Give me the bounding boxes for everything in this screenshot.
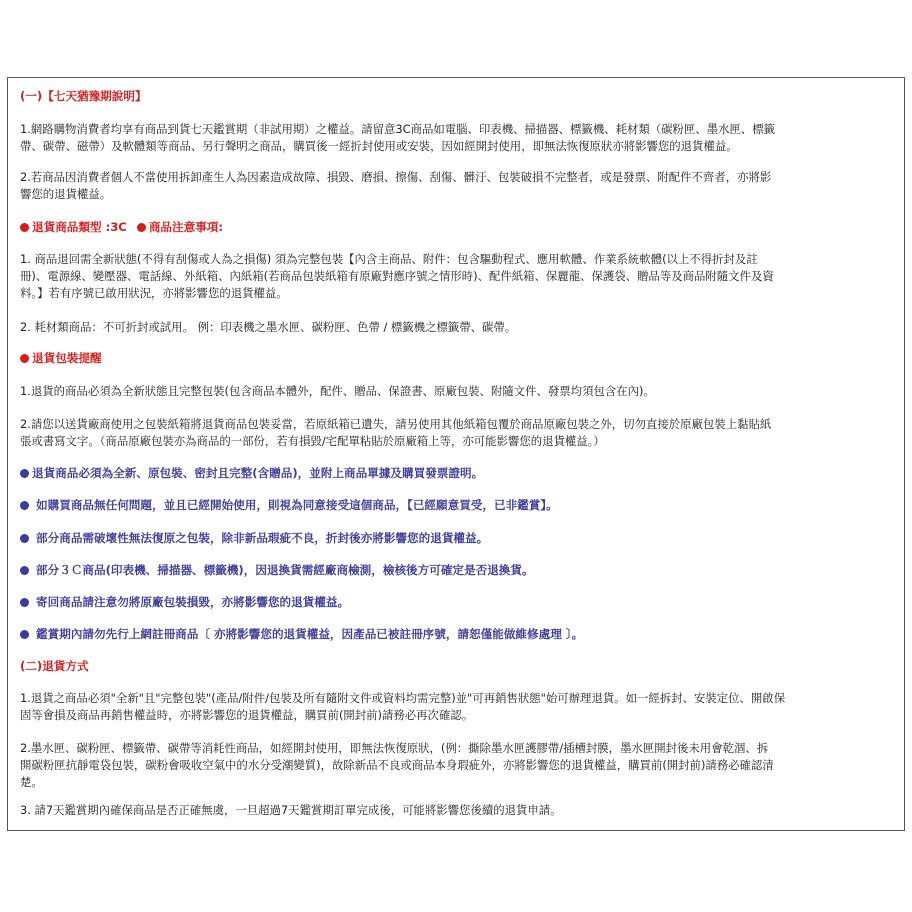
notes-label: 商品注意事項: [148,220,224,234]
return-policy-box [7,77,905,831]
bullet-dot-icon [20,354,29,363]
packaging-p2-line1: 2.請您以送貨廠商使用之包裝紙箱將退貨商品包裝妥當，若原紙箱已遺失，請另使用其他紙箱包覆於商品原廠包裝之外，切勿直接於原廠包裝上黏貼紙 [20,417,772,431]
bullet-5-text: 寄回商品請注意勿將原廠包裝損毀，亦將影響您的退貨權益。 [32,595,350,609]
bullet-dot-icon [20,469,29,478]
bullet-4-text: 部分３Ｃ商品(印表機、掃描器、標籤機)，因退換貨需經廠商檢測，檢核後方可確定是否退換貨。 [32,563,534,577]
bullet-dot-icon [20,598,29,607]
bullet-1 [20,465,894,481]
bullet-6 [20,626,894,642]
category-label: 退貨商品類型 :3C [32,220,127,234]
section2-p1-line2: 固等會損及商品再銷售權益時，亦將影響您的退貨權益，購買前(開封前)請務必再次確認。 [20,708,474,722]
section1-p2-line2: 響您的退貨權益。 [20,187,112,201]
section2-p3: 3. 請7天鑑賞期內確保商品是否正確無虞，一旦超過7天鑑賞期訂單完成後，可能將影響您後續的退貨申請。 [20,803,562,817]
bullet-6-text: 鑑賞期內請勿先行上網註冊商品〔 亦將影響您的退貨權益，因產品已被註冊序號，請恕僅能做維修處理 〕。 [32,627,584,641]
section2-p2-line2: 開碳粉匣抗靜電袋包裝，碳粉會吸收空氣中的水分受潮變質)，故除新品不良或商品本身瑕疵外，亦將影響您的退貨權益，購買前(開封前)請務必確認清 [20,758,774,772]
category-row [20,219,894,235]
section2-p2-line3: 楚。 [20,775,43,789]
packaging-heading: 退貨包裝提醒 [32,351,102,365]
bullet-3 [20,530,894,546]
bullet-dot-icon [20,566,29,575]
section1-p2-line1: 2.若商品因消費者個人不當使用拆卸產生人為因素造成故障、損毀、磨損、擦傷、刮傷、髒汙、包裝破損不完整者，或是發票、附配件不齊者，亦將影 [20,170,772,184]
bullet-5 [20,594,894,610]
bullet-dot-icon [20,630,29,639]
note1-line2: 冊)、電源線、變壓器、電話線、外紙箱、內紙箱(若商品包裝紙箱有原廠對應序號之情形時)、配件紙箱、保麗龍、保護袋、贈品等及商品附隨文件及資 [20,269,774,283]
section1-p1-line1: 1.網路購物消費者均享有商品到貨七天鑑賞期（非試用期）之權益。請留意3C商品如電腦、印表機、掃描器、標籤機、耗材類（碳粉匣、墨水匣、標籤 [20,122,776,136]
bullet-2-text: 如購買商品無任何問題，並且已經開始使用，則視為同意接受這個商品，【已經願意買受，已非鑑賞】。 [32,498,558,512]
bullet-1-text: 退貨商品必須為全新、原包裝、密封且完整(含贈品)，並附上商品單據及購買發票證明。 [32,466,484,480]
note1-line3: 料。】若有序號已啟用狀況，亦將影響您的退貨權益。 [20,286,288,300]
note1-line1: 1. 商品退回需全新狀態(不得有刮傷或人為之損傷) 須為完整包裝【內含主商品、附件：包含驅動程式、應用軟體、作業系統軟體(以上不得折封及註 [20,252,758,266]
section2-heading: (二)退貨方式 [20,659,89,673]
note2: 2. 耗材類商品：不可折封或試用。 例：印表機之墨水匣、碳粉匣、色帶 / 標籤機之標籤帶、碳帶。 [20,320,517,334]
section2-p2-line1: 2.墨水匣、碳粉匣、標籤帶、碳帶等消耗性商品，如經開封使用，即無法恢復原狀，(例：撕除墨水匣護膠帶/插槽封膜，墨水匣開封後未用會乾涸、拆 [20,741,769,755]
section1-p1-line2: 帶、碳帶、磁帶）及軟體類等商品、另行聲明之商品，購買後一經折封使用或安裝，因如經開封使用，即無法恢復原狀亦將影響您的退貨權益。 [20,139,738,153]
packaging-p2-line2: 張或書寫文字。（商品原廠包裝亦為商品的一部份，若有損毀/宅配單粘貼於原廠箱上等，亦可能影響您的退貨權益。） [20,434,605,448]
bullet-dot-icon [20,534,29,543]
section1-heading: (一)【七天猶豫期說明】 [20,89,147,103]
packaging-heading-row [20,350,894,366]
bullet-2 [20,497,894,513]
section2-p1-line1: 1.退貨之商品必須"全新"且"完整包裝"(產品/附件/包裝及所有隨附文件或資料均需完整)並"可再銷售狀態"始可辦理退貨。如一經拆封、安裝定位、開啟保 [20,691,786,705]
bullet-dot-icon [20,223,29,232]
bullet-3-text: 部分商品需破壞性無法復原之包裝，除非新品瑕疵不良，折封後亦將影響您的退貨權益。 [32,531,489,545]
bullet-4 [20,562,894,578]
bullet-dot-icon [137,223,146,232]
bullet-dot-icon [20,501,29,510]
packaging-p1: 1.退貨的商品必須為全新狀態且完整包裝(包含商品本體外，配件、贈品、保證書、原廠包裝、附隨文件、發票均須包含在內)。 [20,384,655,398]
